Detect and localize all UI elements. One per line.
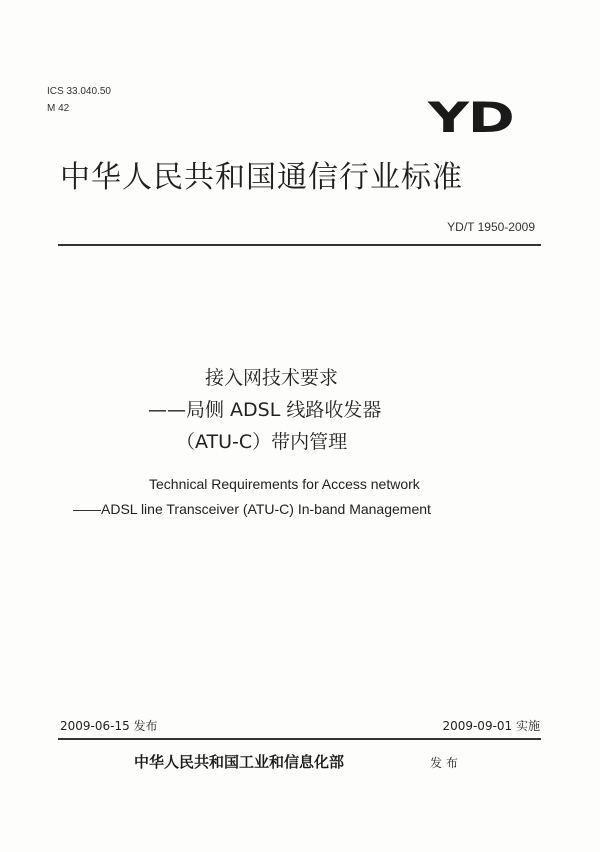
category-code: M 42 [47,103,70,114]
cn-title-line-2: ——局侧 ADSL 线路收发器 [148,399,382,421]
en-title-line-1: Technical Requirements for Access network [149,476,420,492]
cn-title-line-1: 接入网技术要求 [205,367,339,389]
cn-title-line-3: （ATU-C）带内管理 [176,431,348,453]
issuer-name: 中华人民共和国工业和信息化部 [134,753,345,771]
en-title-line-2: ——ADSL line Transceiver (ATU-C) In-band Management [73,501,431,517]
bottom-divider [58,738,541,740]
yd-logo: YD [428,93,514,142]
standard-number: YD/T 1950-2009 [447,220,535,234]
top-divider [58,244,541,246]
implement-date: 2009-09-01 实施 [442,719,540,733]
ics-code: ICS 33.040.50 [47,86,111,97]
publish-date: 2009-06-15 发布 [60,719,158,733]
issue-label: 发 布 [430,756,458,770]
organization-title: 中华人民共和国通信行业标准 [60,160,463,195]
